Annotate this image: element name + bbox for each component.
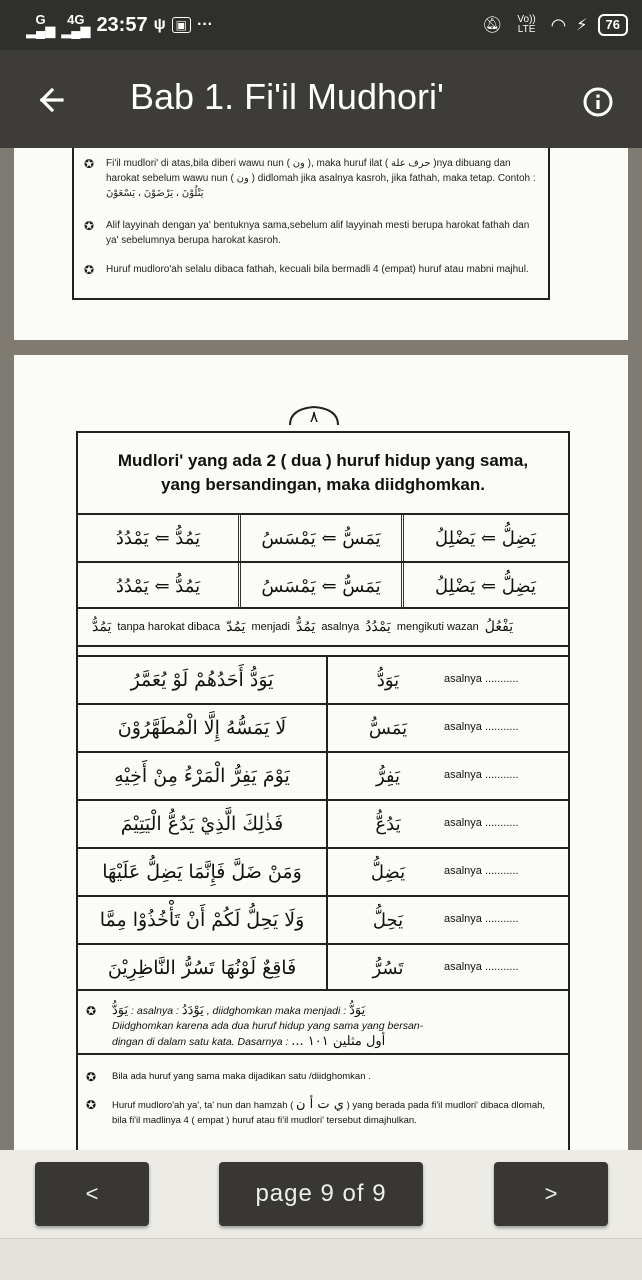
arrow-left-icon	[32, 80, 72, 120]
note-text: Diidghomkan karena ada dua huruf hidup yang sama yang bersan-	[112, 1020, 424, 1032]
previous-page-button[interactable]: <	[35, 1162, 149, 1226]
gear-bullet-icon: ✪	[86, 1004, 97, 1018]
more-notifications: ···	[197, 16, 213, 33]
charging-icon: ⚡	[576, 17, 588, 34]
verb-word: يَحِلُّ	[372, 909, 404, 931]
system-navigation-bar	[0, 1238, 642, 1280]
arabic-word: يَمُدُّ	[92, 619, 112, 635]
gear-bullet-icon: ✪	[84, 219, 95, 233]
battery-indicator: 76	[598, 14, 628, 36]
rule-text: mengikuti wazan	[396, 621, 479, 633]
ayah-text: يَوْمَ يَفِرُّ الْمَرْءُ مِنْ أَخِيْهِ	[78, 753, 328, 799]
verb-word: يَفِرُّ	[375, 765, 401, 787]
info-button[interactable]	[578, 82, 618, 122]
lesson-heading	[78, 449, 568, 497]
asalnya-blank: asalnya ...........	[444, 913, 519, 925]
volte-indicator: Vo)) LTE	[517, 14, 536, 35]
asalnya-blank: asalnya ...........	[444, 769, 519, 781]
arabic-word: يَمُدُّ	[295, 619, 316, 635]
pdf-viewer[interactable]	[0, 148, 642, 1150]
note-text: Bila ada huruf yang sama maka dijadikan satu /diidghomkan .	[112, 1071, 371, 1082]
signal-icon: G ▂▄▆	[26, 12, 56, 38]
grid-cell: يَمُدُّ ⇐ يَمْدُدُ	[78, 515, 241, 561]
rule-text: asalnya	[321, 621, 360, 633]
pdf-page-previous	[14, 148, 628, 340]
note-text: ) yang berada pada fi'il mudlori' dibaca dlomah, bila fi'il madlinya 4 ( empat ) huruf atau fi'il mudlori' tersebut dimajhulkan.	[112, 1100, 546, 1126]
note-item	[84, 156, 539, 201]
asalnya-blank: asalnya ...........	[444, 673, 519, 685]
note-text: dingan di dalam satu kata. Dasarnya :	[112, 1036, 289, 1048]
status-left	[26, 14, 213, 37]
idgham-grid	[78, 513, 568, 609]
back-button[interactable]	[32, 80, 72, 120]
notes-divider	[78, 1053, 568, 1055]
grid-cell: يَمَسُّ ⇐ يَمْسَسُ	[241, 515, 404, 561]
wifi-icon: ◠	[550, 14, 567, 35]
asalnya-blank: asalnya ...........	[444, 721, 519, 733]
note-item	[84, 262, 539, 277]
page-title: Bab 1. Fi'il Mudhori'	[130, 76, 444, 117]
gear-bullet-icon: ✪	[84, 157, 95, 171]
rule-explanation	[78, 609, 568, 647]
table-row	[78, 751, 568, 799]
gear-bullet-icon: ✪	[84, 263, 95, 277]
verb-word: يَمَسُّ	[368, 717, 408, 739]
verb-word: يَدُعُّ	[375, 813, 401, 835]
table-row	[78, 895, 568, 943]
arabic-word: يَوْدَدُ	[181, 1003, 204, 1018]
note-item	[84, 218, 539, 248]
ayah-text: فَاقِعٌ لَوْنُهَا تَسُرُّ النَّاظِرِيْنَ	[78, 945, 328, 991]
verb-word: يَضِلُّ	[370, 861, 406, 883]
arabic-word: يَمُدّ	[226, 619, 246, 635]
app-bar	[0, 50, 642, 148]
signal-4g-icon: 4G ▂▄▆	[61, 12, 91, 38]
app-notification-icon: ▣	[172, 17, 191, 33]
ayah-text: فَذٰلِكَ الَّذِيْ يَدُعُّ الْيَتِيْمَ	[78, 801, 328, 847]
note-text: Alif layyinah dengan ya' bentuknya sama,sebelum alif layyinah mesti berupa harokat fathah dan ya' sebelumnya berupa harokat kasroh.	[106, 220, 530, 246]
ayah-text: لَا يَمَسُّهُ إِلَّا الْمُطَهَّرُوْنَ	[78, 705, 328, 751]
status-right	[482, 14, 628, 36]
arabic-word: يَفْعُلُ	[484, 619, 514, 635]
heading-line-2: yang bersandingan, maka diidghomkan.	[160, 475, 485, 494]
heading-line-1: Mudlori' yang ada 2 ( dua ) huruf hidup yang sama,	[117, 451, 529, 470]
mute-bell-icon: 🔕︎	[482, 17, 503, 34]
arabic-word: ي ت أ ن	[295, 1097, 344, 1112]
page-number-ornament	[286, 403, 342, 427]
note-text: Huruf mudloro'ah ya', ta' nun dan hamzah (	[112, 1100, 294, 1111]
pdf-page-current	[14, 355, 628, 1150]
page-navigation	[0, 1150, 642, 1238]
arabic-word: يَوَدُّ	[349, 1003, 366, 1018]
gear-bullet-icon: ✪	[86, 1070, 97, 1084]
grid-cell: يَمُدُّ ⇐ يَمْدُدُ	[78, 563, 241, 609]
grid-cell: يَضِلُّ ⇐ يَضْلِلُ	[435, 575, 536, 597]
table-row	[78, 799, 568, 847]
note-text: Fi'il mudlori' di atas,bila diberi wawu nun ( ون ), maka huruf ilat ( حرف علة )nya dibuang dan harokat sebelum wawu nun ( ون ) didlomah jika asalnya kasroh, jika fathah, maka tetap. Contoh : يَتْلُوْنَ ، يَرْضَوْنَ ، يَسْعَوْنَ	[106, 158, 536, 199]
gear-bullet-icon: ✪	[86, 1098, 97, 1112]
example-table	[78, 655, 568, 991]
asalnya-blank: asalnya ...........	[444, 817, 519, 829]
ayah-text: يَوَدُّ أَحَدُهُمْ لَوْ يُعَمَّرُ	[78, 657, 328, 703]
table-row	[78, 703, 568, 751]
note-item	[86, 1097, 561, 1128]
asalnya-blank: asalnya ...........	[444, 865, 519, 877]
arabic-word: يَوَدُّ	[112, 1003, 129, 1018]
table-row	[78, 943, 568, 991]
page-number-text: ٨	[309, 407, 319, 426]
rule-text: menjadi	[251, 621, 290, 633]
note-item	[86, 1003, 561, 1050]
ayah-text: وَلَا يَحِلُّ لَكُمْ أَنْ تَأْخُذُوْا مِمَّا	[78, 897, 328, 943]
status-bar	[0, 0, 642, 50]
grid-cell: يَضِلُّ ⇐ يَضْلِلُ	[435, 527, 536, 549]
note-text: Huruf mudloro'ah selalu dibaca fathah, kecuali bila bermadli 4 (empat) huruf atau mabni majhul.	[106, 264, 529, 275]
usb-icon: ψ	[153, 16, 166, 33]
info-icon	[578, 82, 618, 122]
page-indicator-button[interactable]: page 9 of 9	[219, 1162, 423, 1226]
notes-box	[72, 148, 550, 300]
asalnya-blank: asalnya ...........	[444, 961, 519, 973]
rule-text: tanpa harokat dibaca	[117, 621, 221, 633]
note-text: , diidghomkan maka menjadi :	[206, 1005, 347, 1017]
note-text: : asalnya :	[131, 1005, 179, 1017]
ayah-text: وَمَنْ ضَلَّ فَإِنَّمَا يَضِلُّ عَلَيْهَا	[78, 849, 328, 895]
arabic-word: يَمْدُدُ	[365, 619, 391, 635]
note-item	[86, 1069, 561, 1084]
arabic-word: ... أول مثلين ١٠١	[291, 1034, 386, 1049]
table-row	[78, 847, 568, 895]
verb-word: تَسُرُّ	[372, 957, 404, 979]
next-page-button[interactable]: >	[494, 1162, 608, 1226]
lesson-box	[76, 431, 570, 1150]
table-row	[78, 655, 568, 703]
grid-cell: يَمَسُّ ⇐ يَمْسَسُ	[241, 563, 404, 609]
status-time: 23:57	[96, 13, 148, 36]
verb-word: يَوَدُّ	[376, 669, 400, 691]
